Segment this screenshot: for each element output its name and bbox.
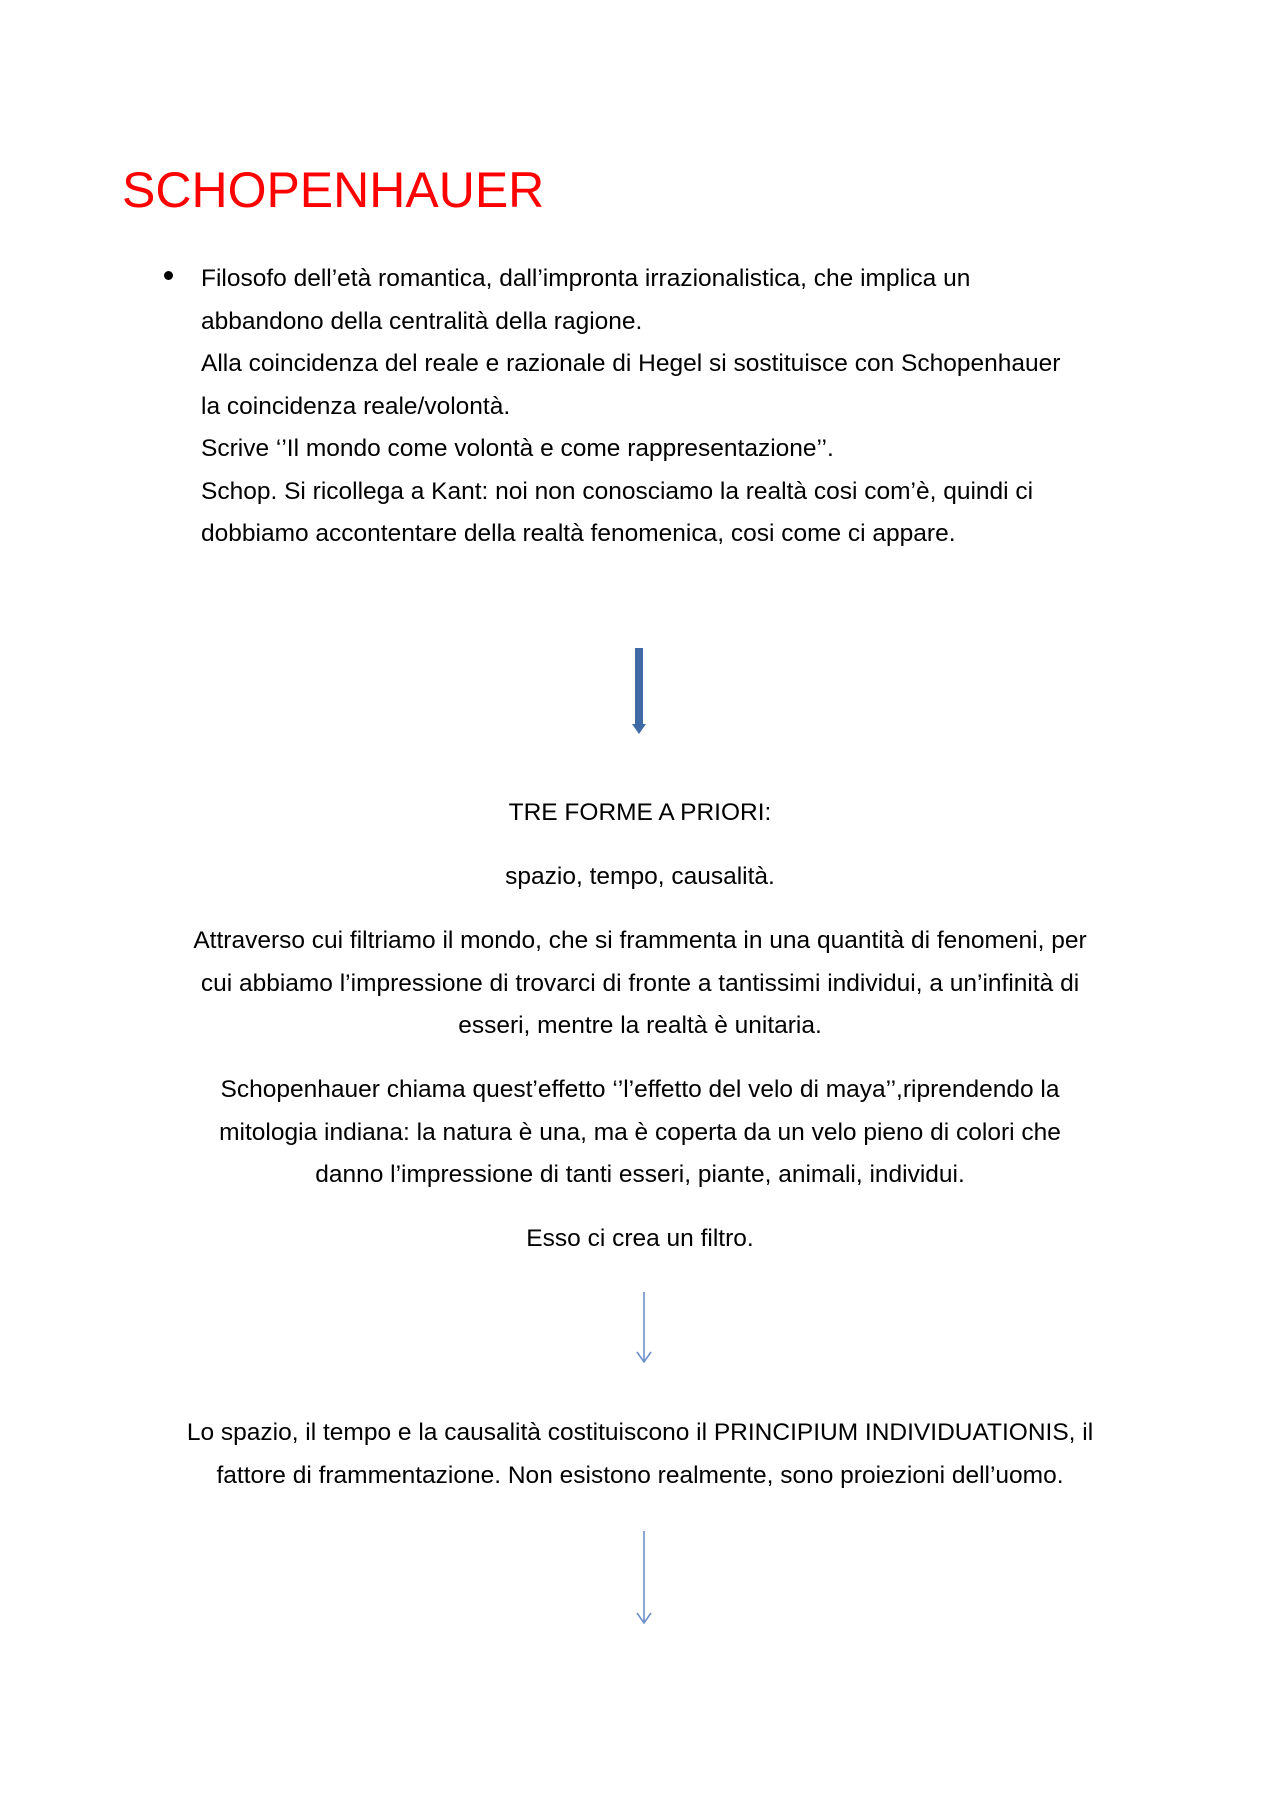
text-line: mitologia indiana: la natura è una, ma è coperta da un velo pieno di colori che [219,1118,1061,1146]
paragraph-principium [120,1412,1160,1497]
text-line: Lo spazio, il tempo e la causalità costituiscono il PRINCIPIUM INDIVIDUATIONIS, il [186,1419,1094,1446]
text-line: Attraverso cui filtriamo il mondo, che si frammenta in una quantità di fenomeni, per [193,927,1087,954]
paragraph-maya [120,1069,1160,1197]
text-line: Filosofo dell’età romantica, dall’impronta irrazionalistica, che implica un [201,265,971,292]
forms-list: spazio, tempo, causalità. [505,863,775,890]
page-title: SCHOPENHAUER [122,162,545,218]
text-line: esseri, mentre la realtà è unitaria. [458,1012,822,1039]
filter-sentence-block [120,1218,1160,1261]
bullet-icon [164,271,173,280]
bullet-text [201,258,1191,556]
arrow-down-icon [629,648,649,736]
forms-heading-block [120,792,1160,835]
text-line: danno l’impressione di tanti esseri, piante, animali, individui. [315,1161,965,1188]
text-line: fattore di frammentazione. Non esistono realmente, sono proiezioni dell’uomo. [216,1461,1064,1489]
thin-arrow-down-icon [634,1292,654,1364]
text-line: abbandono della centralità della ragione. [201,307,643,335]
text-line: Schopenhauer chiama quest’effetto ‘’l’effetto del velo di maya’’,riprendendo la [220,1076,1060,1103]
text-line: Schop. Si ricollega a Kant: noi non conosciamo la realtà cosi com’è, quindi ci [201,477,1034,505]
text-line: cui abbiamo l’impressione di trovarci di fronte a tantissimi individui, a un’infinità di [200,969,1080,997]
paragraph-filter [120,920,1160,1048]
thin-arrow-down-icon [634,1531,654,1625]
text-line: la coincidenza reale/volontà. [201,392,511,420]
filter-sentence: Esso ci crea un filtro. [526,1225,754,1252]
text-line: Scrive ‘’Il mondo come volontà e come rappresentazione’’. [201,435,834,462]
text-line: dobbiamo accontentare della realtà fenomenica, cosi come ci appare. [201,520,956,547]
forms-list-block [120,856,1160,899]
forms-heading: TRE FORME A PRIORI: [508,799,772,826]
text-line: Alla coincidenza del reale e razionale di Hegel si sostituisce con Schopenhauer [201,350,1061,377]
